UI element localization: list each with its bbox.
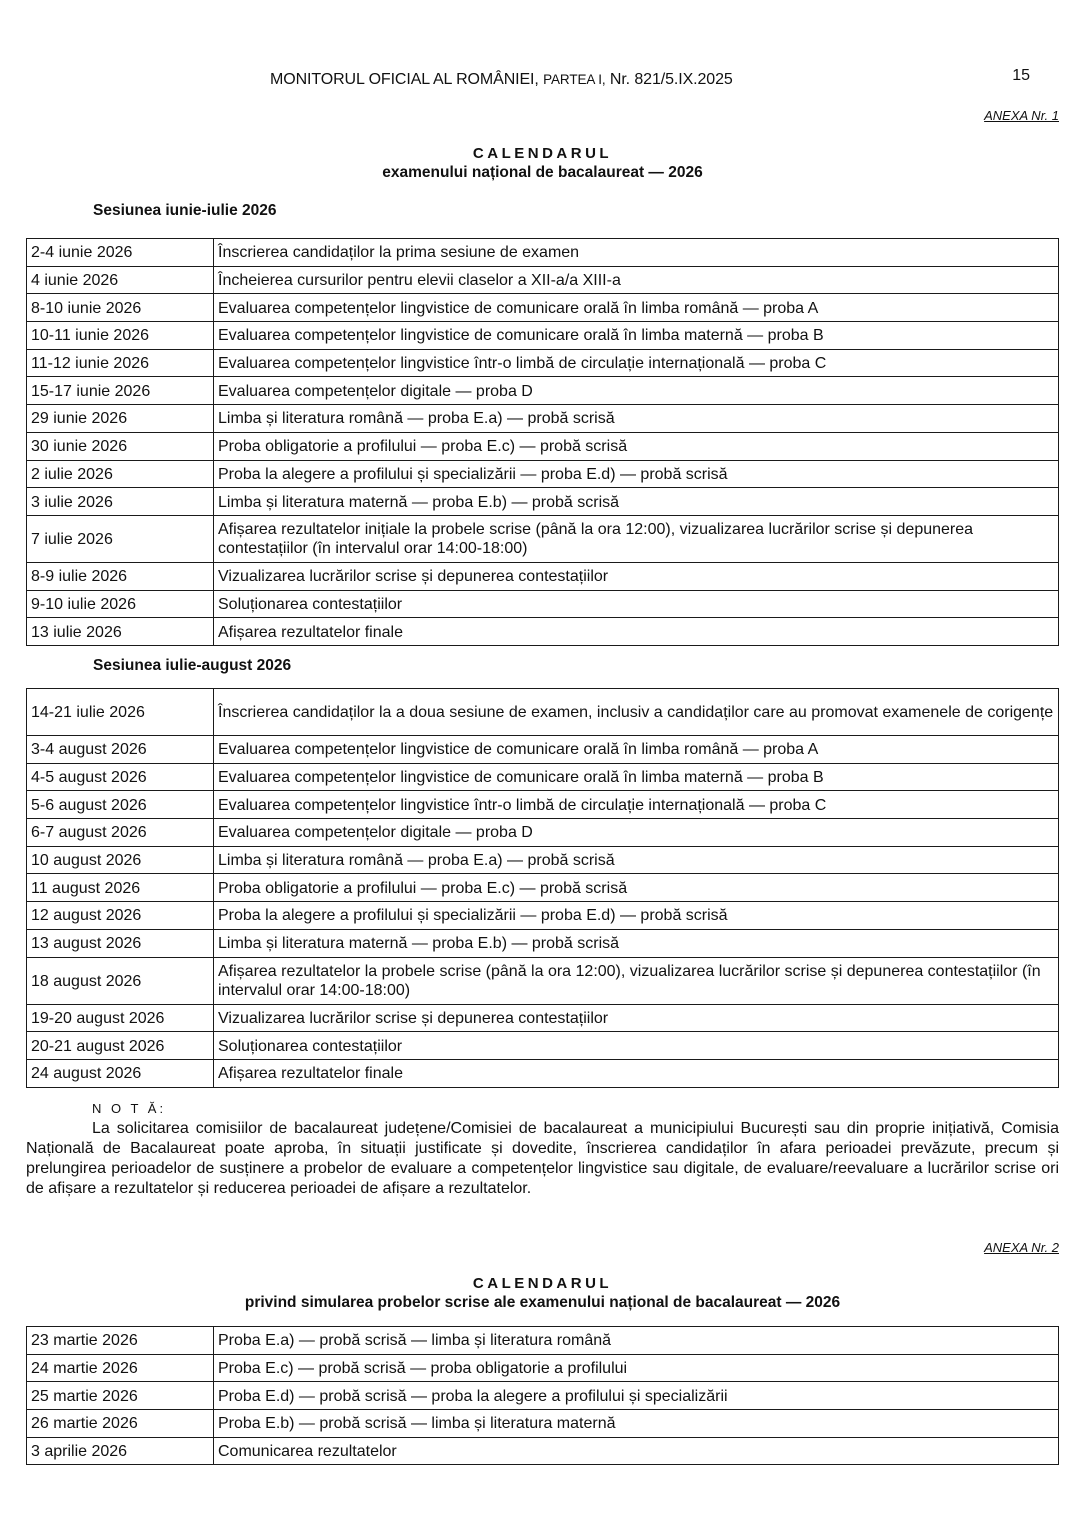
annex-1-subtitle: examenului național de bacalaureat — 2026 (382, 164, 703, 181)
publication-header (270, 71, 733, 89)
date-cell: 3 aprilie 2026 (27, 1437, 214, 1465)
date-cell: 12 august 2026 (27, 902, 214, 930)
date-cell: 7 iulie 2026 (27, 515, 214, 562)
table-row (27, 618, 1059, 646)
table-row (27, 689, 1059, 736)
date-cell: 3-4 august 2026 (27, 736, 214, 764)
event-cell: Proba la alegere a profilului și specializării — proba E.d) — probă scrisă (214, 902, 1059, 930)
note-label: N O T Ă: (92, 1101, 167, 1116)
event-cell: Limba și literatura română — proba E.a) — probă scrisă (214, 846, 1059, 874)
date-cell: 4-5 august 2026 (27, 763, 214, 791)
session-2-title: Sesiunea iulie-august 2026 (93, 657, 292, 674)
table-row (27, 791, 1059, 819)
table-row (27, 1004, 1059, 1032)
date-cell: 13 august 2026 (27, 929, 214, 957)
event-cell: Proba obligatorie a profilului — proba E.c) — probă scrisă (214, 874, 1059, 902)
annex-2-title: CALENDARUL (472, 1275, 613, 1292)
event-cell: Înscrierea candidaților la a doua sesiune de examen, inclusiv a candidaților care au promovat examenele de corigențe (214, 689, 1059, 736)
date-cell: 23 martie 2026 (27, 1327, 214, 1355)
event-cell: Afișarea rezultatelor la probele scrise (până la ora 12:00), vizualizarea lucrărilor scrise și depunerea contestațiilor (în intervalul orar 14:00-18:00) (214, 957, 1059, 1004)
table-row (27, 763, 1059, 791)
table-row (27, 239, 1059, 267)
date-cell: 20-21 august 2026 (27, 1032, 214, 1060)
session-1-table (26, 238, 1059, 646)
event-cell: Limba și literatura maternă — proba E.b) — probă scrisă (214, 488, 1059, 516)
table-row (27, 1437, 1059, 1465)
event-cell: Proba E.d) — probă scrisă — proba la alegere a profilului și specializării (214, 1382, 1059, 1410)
date-cell: 4 iunie 2026 (27, 266, 214, 294)
event-cell: Evaluarea competențelor lingvistice într-o limbă de circulație internațională — proba C (214, 349, 1059, 377)
table-row (27, 405, 1059, 433)
date-cell: 25 martie 2026 (27, 1382, 214, 1410)
date-cell: 10 august 2026 (27, 846, 214, 874)
event-cell: Limba și literatura maternă — proba E.b) — probă scrisă (214, 929, 1059, 957)
table-row (27, 819, 1059, 847)
table-row (27, 460, 1059, 488)
table-row (27, 488, 1059, 516)
annex-1-label: ANEXA Nr. 1 (984, 108, 1059, 123)
event-cell: Evaluarea competențelor lingvistice de comunicare orală în limba maternă — proba B (214, 322, 1059, 350)
event-cell: Înscrierea candidaților la prima sesiune de examen (214, 239, 1059, 267)
event-cell: Proba E.a) — probă scrisă — limba și literatura română (214, 1327, 1059, 1355)
table-row (27, 266, 1059, 294)
date-cell: 8-9 iulie 2026 (27, 562, 214, 590)
date-cell: 19-20 august 2026 (27, 1004, 214, 1032)
annex-2-subtitle: privind simularea probelor scrise ale examenului național de bacalaureat — 2026 (244, 1294, 841, 1311)
page-number: 15 (1012, 67, 1030, 84)
event-cell: Afișarea rezultatelor finale (214, 618, 1059, 646)
table-row (27, 1059, 1059, 1087)
event-cell: Evaluarea competențelor digitale — proba D (214, 377, 1059, 405)
event-cell: Comunicarea rezultatelor (214, 1437, 1059, 1465)
session-2-table (26, 688, 1059, 1088)
table-row (27, 1032, 1059, 1060)
note-text: La solicitarea comisiilor de bacalaureat județene/Comisiei de bacalaureat a municipiului București sau din proprie inițiativă, Comisia Națională de Bacalaureat poate aproba, în situații justificate și dovedite, înscrierea candidaților în afara perioadei prevăzute, precum și prelungirea perioadelor de susținere a probelor de evaluare a competențelor lingvistice sau digitale, de evaluare/reevaluare a lucrărilor scrise ori de afișare a rezultatelor și reducerea perioadei de afișare a rezultatelor. (26, 1120, 1059, 1197)
publication-issue: Nr. 821/5.IX.2025 (609, 71, 733, 88)
event-cell: Afișarea rezultatelor inițiale la probele scrise (până la ora 12:00), vizualizarea lucrărilor scrise și depunerea contestațiilor (în intervalul orar 14:00-18:00) (214, 515, 1059, 562)
date-cell: 6-7 august 2026 (27, 819, 214, 847)
event-cell: Vizualizarea lucrărilor scrise și depunerea contestațiilor (214, 562, 1059, 590)
event-cell: Proba la alegere a profilului și specializării — proba E.d) — probă scrisă (214, 460, 1059, 488)
date-cell: 8-10 iunie 2026 (27, 294, 214, 322)
date-cell: 26 martie 2026 (27, 1410, 214, 1438)
event-cell: Proba E.b) — probă scrisă — limba și literatura maternă (214, 1410, 1059, 1438)
date-cell: 10-11 iunie 2026 (27, 322, 214, 350)
table-row (27, 929, 1059, 957)
date-cell: 29 iunie 2026 (27, 405, 214, 433)
table-row (27, 1410, 1059, 1438)
date-cell: 24 martie 2026 (27, 1354, 214, 1382)
event-cell: Soluționarea contestațiilor (214, 590, 1059, 618)
date-cell: 18 august 2026 (27, 957, 214, 1004)
date-cell: 14-21 iulie 2026 (27, 689, 214, 736)
event-cell: Proba obligatorie a profilului — proba E.c) — probă scrisă (214, 432, 1059, 460)
event-cell: Limba și literatura română — proba E.a) — probă scrisă (214, 405, 1059, 433)
table-row (27, 902, 1059, 930)
date-cell: 13 iulie 2026 (27, 618, 214, 646)
event-cell: Proba E.c) — probă scrisă — proba obligatorie a profilului (214, 1354, 1059, 1382)
event-cell: Soluționarea contestațiilor (214, 1032, 1059, 1060)
date-cell: 2-4 iunie 2026 (27, 239, 214, 267)
table-row (27, 432, 1059, 460)
event-cell: Afișarea rezultatelor finale (214, 1059, 1059, 1087)
event-cell: Evaluarea competențelor lingvistice într-o limbă de circulație internațională — proba C (214, 791, 1059, 819)
event-cell: Încheierea cursurilor pentru elevii claselor a XII-a/a XIII-a (214, 266, 1059, 294)
date-cell: 5-6 august 2026 (27, 791, 214, 819)
date-cell: 11 august 2026 (27, 874, 214, 902)
publication-part: PARTEA I, (543, 72, 606, 87)
session-1-title: Sesiunea iunie-iulie 2026 (93, 202, 277, 219)
table-row (27, 874, 1059, 902)
table-row (27, 349, 1059, 377)
date-cell: 24 august 2026 (27, 1059, 214, 1087)
date-cell: 2 iulie 2026 (27, 460, 214, 488)
table-row (27, 322, 1059, 350)
simulation-table (26, 1326, 1059, 1465)
table-row (27, 562, 1059, 590)
event-cell: Evaluarea competențelor lingvistice de comunicare orală în limba maternă — proba B (214, 763, 1059, 791)
table-row (27, 1354, 1059, 1382)
event-cell: Evaluarea competențelor digitale — proba D (214, 819, 1059, 847)
annex-1-title: CALENDARUL (472, 145, 613, 162)
date-cell: 9-10 iulie 2026 (27, 590, 214, 618)
event-cell: Evaluarea competențelor lingvistice de comunicare orală în limba română — proba A (214, 736, 1059, 764)
table-row (27, 515, 1059, 562)
event-cell: Evaluarea competențelor lingvistice de comunicare orală în limba română — proba A (214, 294, 1059, 322)
date-cell: 30 iunie 2026 (27, 432, 214, 460)
date-cell: 11-12 iunie 2026 (27, 349, 214, 377)
table-row (27, 294, 1059, 322)
table-row (27, 1382, 1059, 1410)
table-row (27, 736, 1059, 764)
table-row (27, 377, 1059, 405)
publication-name: MONITORUL OFICIAL AL ROMÂNIEI, (270, 71, 539, 88)
table-row (27, 846, 1059, 874)
event-cell: Vizualizarea lucrărilor scrise și depunerea contestațiilor (214, 1004, 1059, 1032)
date-cell: 3 iulie 2026 (27, 488, 214, 516)
table-row (27, 1327, 1059, 1355)
date-cell: 15-17 iunie 2026 (27, 377, 214, 405)
table-row (27, 957, 1059, 1004)
table-row (27, 590, 1059, 618)
annex-2-label: ANEXA Nr. 2 (984, 1240, 1059, 1255)
